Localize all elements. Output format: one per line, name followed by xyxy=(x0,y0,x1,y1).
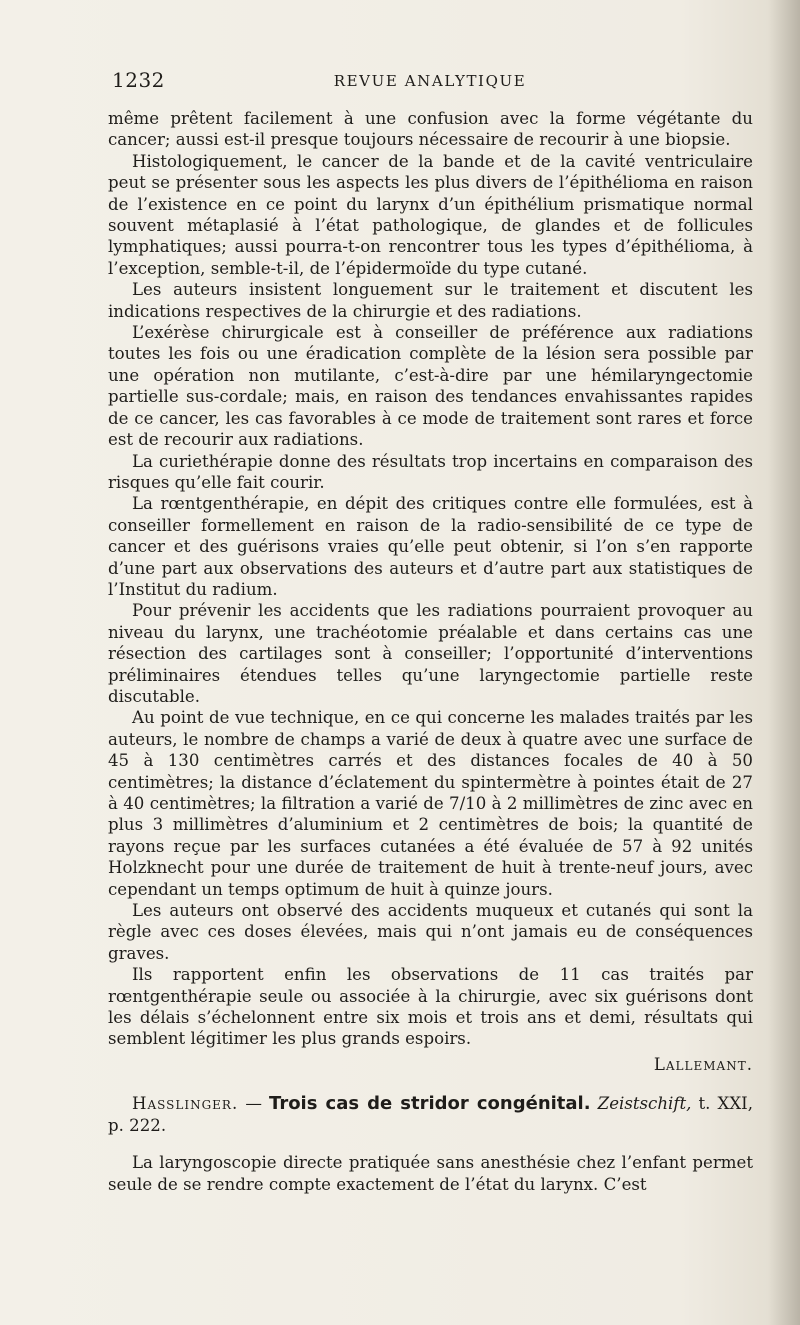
review-journal: Zeistschift, xyxy=(597,1094,692,1114)
review-separator: — xyxy=(238,1094,270,1114)
review-heading xyxy=(108,1093,753,1136)
paragraph: Pour prévenir les accidents que les radiations pourraient provoquer au niveau du larynx, une trachéotomie préalable et dans certains cas une résection des cartilages sont à conseiller; l’opportunité d’interventions préliminaires étendues telles qu’une laryngectomie partielle reste discutable. xyxy=(108,601,753,706)
running-title: REVUE ANALYTIQUE xyxy=(333,72,527,90)
paragraph: Les auteurs insistent longuement sur le traitement et discutent les indications respectives de la chirurgie et des radiations. xyxy=(108,280,753,321)
paragraph: La rœntgenthérapie, en dépit des critiques contre elle formulées, est à conseiller formellement en raison de la radio-sensibilité de ce type de cancer et des guérisons vraies qu’elle peut obtenir, si l’on s’en rapporte d’une part aux observations des auteurs et d’autre part aux statistiques de l’Institut du radium. xyxy=(108,494,753,599)
paragraph: L’exérèse chirurgicale est à conseiller de préférence aux radiations toutes les fois ou une éradication complète de la lésion sera possible par une opération non mutilante, c’est-à-dire par une hémilaryngectomie partielle sus-cordale; mais, en raison des tendances envahissantes rapides de ce cancer, les cas favorables à ce mode de traitement sont rares et force est de recourir aux radiations. xyxy=(108,323,753,450)
paragraph: Ils rapportent enfin les observations de 11 cas traités par rœntgenthérapie seule ou associée à la chirurgie, avec six guérisons dont les délais s’échelonnent entre six mois et trois ans et demi, résultats qui semblent légitimer les plus grands espoirs. xyxy=(108,965,753,1049)
review-author: Hasslinger. xyxy=(132,1094,239,1114)
article-body xyxy=(108,108,753,1195)
paragraph: Au point de vue technique, en ce qui concerne les malades traités par les auteurs, le nombre de champs a varié de deux à quatre avec une surface de 45 à 130 centimètres carrés et des distances focales de 40 à 50 centimètres; la distance d’éclatement du spintermètre à pointes était de 27 à 40 centimètres; la filtration a varié de 7/10 à 2 millimètres de zinc avec en plus 3 millimètres d’aluminium et 2 centimètres de bois; la quantité de rayons reçue par les surfaces cutanées a été évaluée de 57 à 92 unités Holzknecht pour une durée de traitement de huit à trente-neuf jours, avec cependant un temps optimum de huit à quinze jours. xyxy=(108,708,753,899)
review-citation: t. XXI, p. 222. xyxy=(108,1094,753,1135)
review-paragraph: La laryngoscopie directe pratiquée sans anesthésie chez l’enfant permet seule de se rendre compte exactement de l’état du larynx. C’est xyxy=(108,1153,753,1194)
paragraph: Histologiquement, le cancer de la bande et de la cavité ventriculaire peut se présenter sous les aspects les plus divers de l’épithélioma en raison de l’existence en ce point du larynx d’un épithélium prismatique normal souvent métaplasié à l’état pathologique, de glandes et de follicules lymphatiques; aussi pourra-t-on rencontrer tous les types d’épithélioma, à l’exception, semble-t-il, de l’épidermoïde du type cutané. xyxy=(108,151,753,278)
page-header xyxy=(110,68,750,96)
page-number: 1232 xyxy=(112,68,165,92)
paragraph: Les auteurs ont observé des accidents muqueux et cutanés qui sont la règle avec ces doses élevées, mais qui n’ont jamais eu de conséquences graves. xyxy=(108,901,753,963)
reviewer-signature: Lallemant. xyxy=(653,1054,753,1074)
paragraph: La curiethérapie donne des résultats trop incertains en comparaison des risques qu’elle fait courir. xyxy=(108,451,753,492)
review-article-title: Trois cas de stridor congénital. xyxy=(269,1093,591,1115)
paragraph: même prêtent facilement à une confusion avec la forme végétante du cancer; aussi est-il presque toujours nécessaire de recourir à une biopsie. xyxy=(108,109,753,150)
